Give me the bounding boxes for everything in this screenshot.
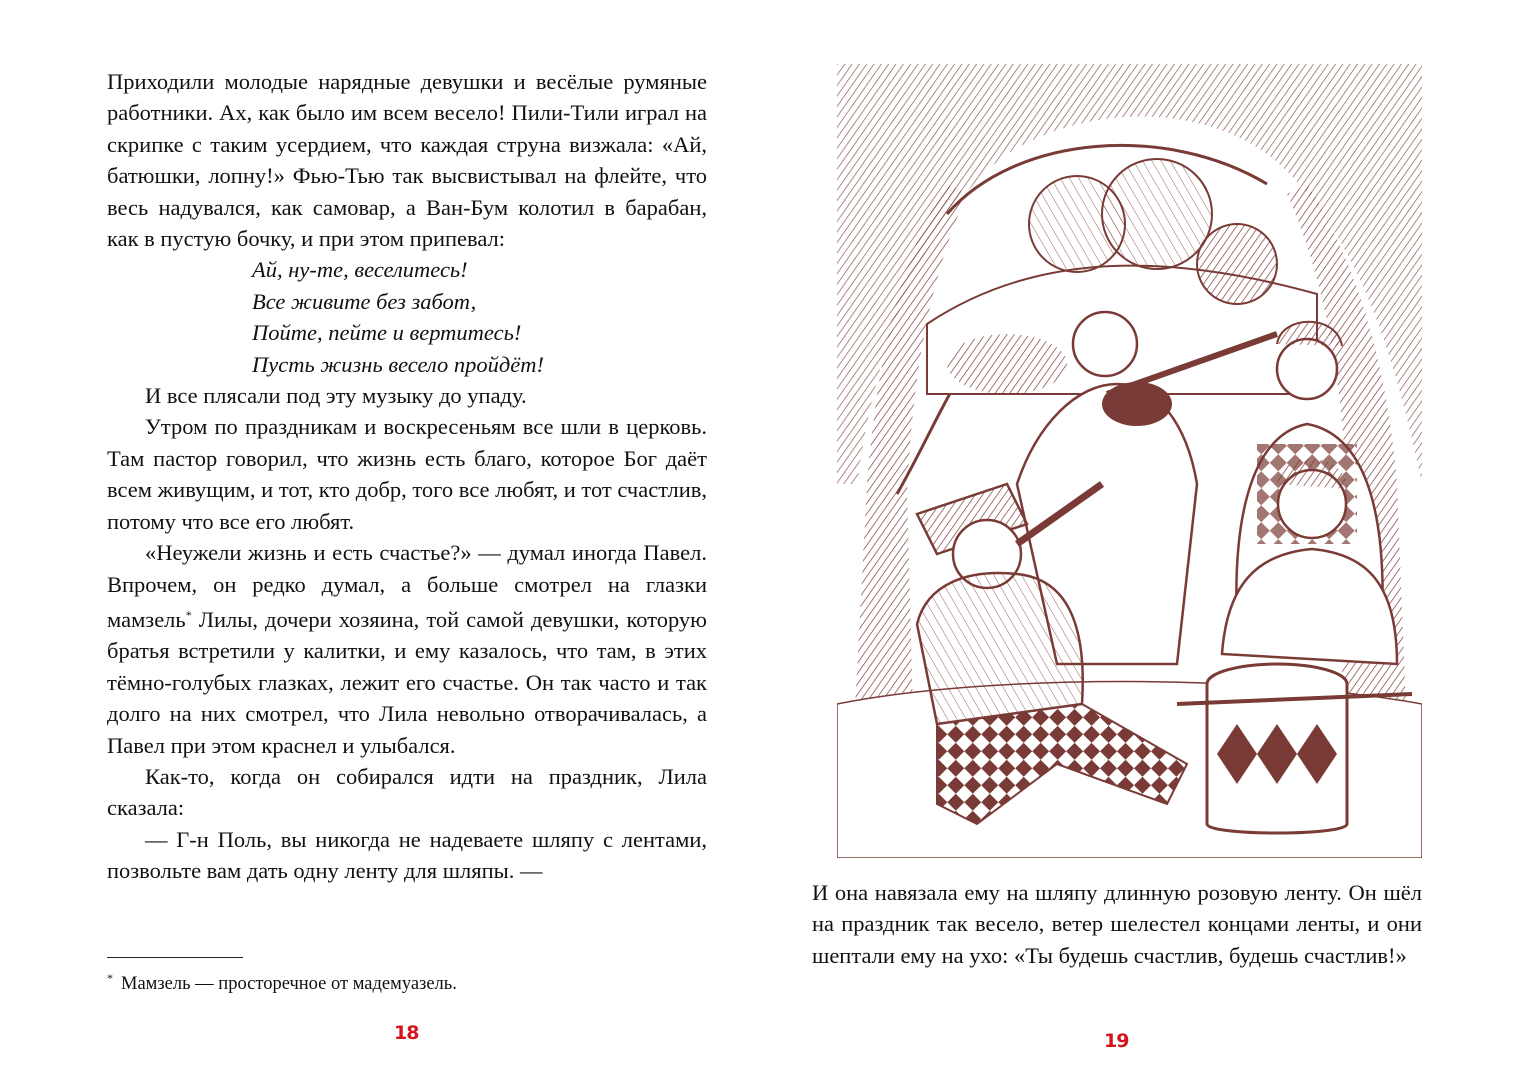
paragraph-pavel (107, 537, 707, 761)
footnote-reference[interactable]: * (185, 607, 192, 622)
illustration-musicians (837, 64, 1422, 858)
page-number-right: 19 (1104, 1030, 1129, 1052)
verse-line: Все живите без забот, (252, 288, 477, 314)
paragraph-intro: Приходили молодые нарядные девушки и весёлые румяные работники. Ах, как было им всем весело! Пили-Тили играл на скрипке с таким усердием, что каждая струна визжала: «Ай, батюшки, лопну!» Фью-Тью так высвистывал на флейте, что весь надувался, как самовар, а Ван-Бум колотил в барабан, как в пустую бочку, и при этом припевал: (107, 69, 707, 252)
verse-line: Ай, ну-те, веселитесь! (252, 257, 468, 283)
right-page-text (812, 877, 1422, 971)
paragraph-pavel-end: Лилы, дочери хозяина, той самой девушки, которую братья встретили у калитки, и ему казалось, что там, в этих тёмно-голубых глазках, лежит его счастье. Он так часто и так долго на них смотрел, что Лила невольно отворачивалась, а Павел при этом краснел и улыбался. (107, 606, 707, 758)
paragraph-ribbon: И она навязала ему на шляпу длинную розовую ленту. Он шёл на праздник так весело, ветер шелестел концами ленты, и они шептали ему на ухо: «Ты будешь счастлив, будешь счастлив!» (812, 880, 1422, 968)
paragraph-pavel-start: «Неужели жизнь и есть счастье?» — думал иногда Павел. Впрочем, он редко думал, а больше смотрел на глазки мамзель (107, 540, 707, 632)
verse-line: Пусть жизнь весело пройдёт! (252, 351, 544, 377)
paragraph-church: Утром по праздникам и воскресеньям все шли в церковь. Там пастор говорил, что жизнь есть благо, которое Бог даёт всем живущим, и тот, кто добр, того все любят, и тот счастлив, потому что все его любят. (107, 414, 707, 534)
page-number-left: 18 (394, 1022, 419, 1044)
paragraph-once: Как-то, когда он собирался идти на праздник, Лила сказала: (107, 763, 707, 821)
illustration-drawing (837, 64, 1422, 858)
verse-line: Пойте, пейте и вертитесь! (252, 320, 522, 346)
footnote (107, 965, 707, 997)
left-page-text (107, 66, 707, 887)
paragraph-dance: И все плясали под эту музыку до упаду. (145, 383, 527, 409)
footnote-divider (107, 957, 243, 958)
footnote-marker: * (107, 971, 113, 985)
paragraph-dialog: — Г-н Поль, вы никогда не надеваете шляпу с лентами, позвольте вам дать одну ленту для шляпы. — (107, 826, 707, 884)
footnote-text: Мамзель — просторечное от мадемуазель. (121, 974, 457, 994)
song-verse (107, 254, 707, 380)
